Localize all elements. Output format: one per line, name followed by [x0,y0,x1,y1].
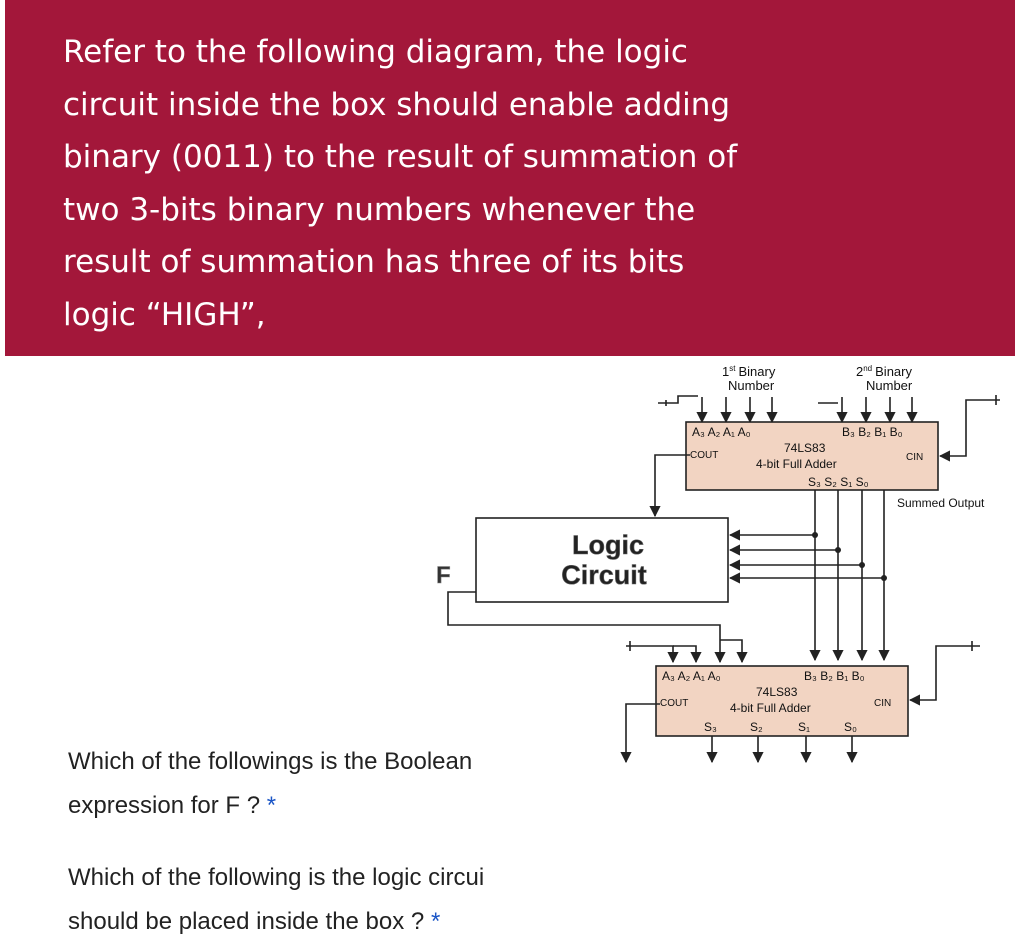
second-number-label: 2nd Binary [856,364,912,379]
left-input-stub [658,396,698,403]
required-asterisk: * [430,908,441,935]
first-number-label2: Number [728,378,775,393]
top-chip-desc: 4-bit Full Adder [756,457,837,471]
bottom-a3-wire [626,646,673,662]
logic-box-line1: Logic [572,530,644,560]
bottom-chip-id: 74LS83 [756,685,798,699]
bottom-s2: S₂ [750,720,763,734]
banner-line: Refer to the following diagram, the logic [63,34,688,70]
bottom-cout-label: COUT [660,698,689,709]
junction-dot [881,575,887,581]
question-1-line1: Which of the followings is the Boolean [68,748,473,775]
bottom-b-pins: B₃ B₂ B₁ B₀ [804,669,865,683]
bottom-chip-desc: 4-bit Full Adder [730,701,811,715]
second-number-label2: Number [866,378,913,393]
junction-dot [835,547,841,553]
required-asterisk: * [266,792,277,819]
f-branch-wire [720,640,742,662]
banner-line: binary (0011) to the result of summation of [63,139,738,175]
bottom-cout-wire [626,704,660,762]
bottom-cin-wire [910,646,980,700]
top-a-pins: A₃ A₂ A₁ A₀ [692,425,751,439]
top-chip-id: 74LS83 [784,441,826,455]
question-2-line1: Which of the following is the logic circui [68,864,485,891]
bottom-a2-wire [673,646,696,662]
question-2-line2: should be placed inside the box ? * [68,908,441,935]
banner-line: result of summation has three of its bits [63,244,685,280]
bottom-cin-label: CIN [874,698,892,709]
top-cout-wire [655,455,690,516]
top-b-pins: B₃ B₂ B₁ B₀ [842,425,903,439]
logic-box-line2: Circuit [561,560,647,590]
banner-line: logic “HIGH”, [63,296,266,333]
f-label: F [436,562,451,589]
first-number-label: 1st Binary [722,364,776,379]
top-cin-label: CIN [906,452,924,463]
top-cout-label: COUT [690,450,719,461]
question-1-line2: expression for F ? * [68,792,277,819]
top-cin-wire [940,400,1000,456]
bottom-s3: S₃ [704,720,717,734]
banner-line: circuit inside the box should enable adding [63,86,731,123]
junction-dot [812,532,818,538]
summed-output-label: Summed Output [897,496,985,510]
bottom-s0: S₀ [844,720,857,734]
banner-line: two 3-bits binary numbers whenever the [63,191,696,228]
top-s-pins: S₃ S₂ S₁ S₀ [808,475,869,489]
bottom-s1: S₁ [798,720,811,734]
bottom-a-pins: A₃ A₂ A₁ A₀ [662,669,721,683]
junction-dot [859,562,865,568]
